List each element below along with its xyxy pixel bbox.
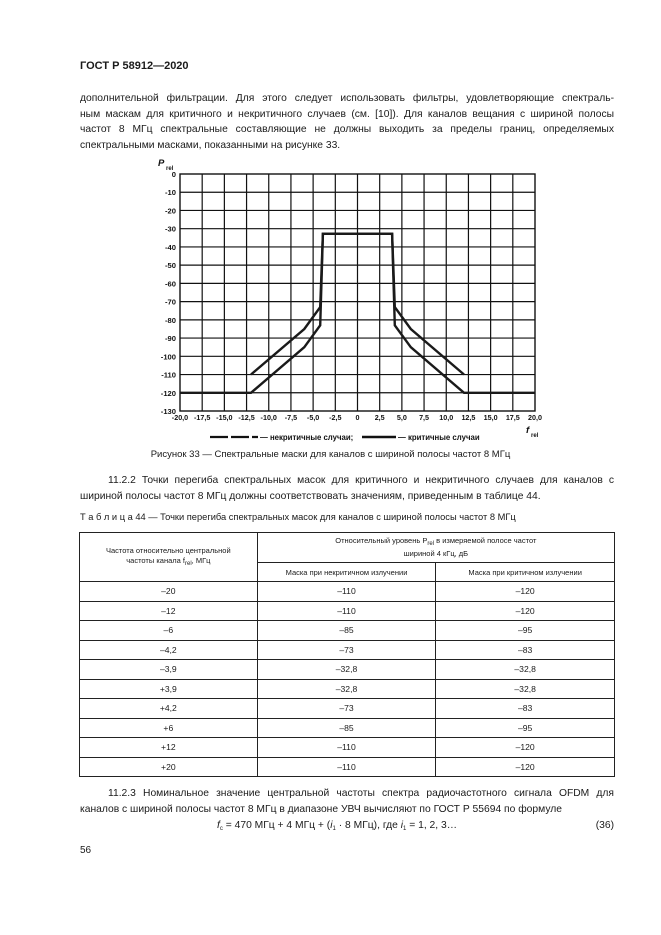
table-cell-critical: –120 (436, 582, 615, 602)
table-row (80, 679, 615, 699)
intro-paragraph (80, 91, 614, 153)
x-tick-label: -10,0 (260, 413, 277, 422)
x-tick-label: -7,5 (284, 413, 298, 422)
table-cell-noncritical: –85 (257, 621, 436, 641)
text-line: шириной полосы частот 8 МГц должны соответствовать значениям, приведенным в таблице 44. (80, 490, 541, 502)
x-tick-label: -20,0 (171, 413, 189, 422)
y-axis-label: P (158, 158, 165, 169)
document-header: ГОСТ Р 58912—2020 (80, 60, 189, 72)
table-44 (79, 532, 615, 777)
table-row (80, 621, 615, 641)
table-cell-critical: –83 (436, 640, 615, 660)
table-row (80, 640, 615, 660)
table-cell-freq: +6 (80, 718, 258, 738)
col-header-frequency: Частота относительно центральной частоты канала $f_{rel}$, МГц (80, 533, 258, 582)
spectral-mask-chart (150, 150, 550, 446)
y-tick-label: -10 (165, 188, 176, 198)
col-header-critical: Маска при критичном излучении (436, 563, 615, 582)
text-line: ным маскам для критичного и некритичного случаев (см. [10]). Для каналов вещания с шириной полосы (80, 108, 614, 120)
x-tick-label: 17,5 (505, 413, 520, 422)
table-row (80, 718, 615, 738)
x-tick-label: -2,5 (329, 413, 342, 422)
y-tick-label: -40 (165, 242, 176, 252)
x-tick-label: -5,0 (306, 413, 320, 422)
section-11-2-2 (80, 473, 614, 504)
table-row (80, 699, 615, 719)
x-tick-label: 12,5 (461, 413, 476, 422)
table-row (80, 582, 615, 602)
table-cell-freq: –3,9 (80, 660, 258, 680)
table-cell-freq: –4,2 (80, 640, 258, 660)
text-line: спектральными масками, показанными на рисунке 33. (80, 139, 341, 151)
table-cell-critical: –120 (436, 601, 615, 621)
x-tick-label: 15,0 (483, 413, 498, 422)
table-row (80, 601, 615, 621)
table-body (80, 582, 615, 777)
table-cell-noncritical: –85 (257, 718, 436, 738)
text-line: частот 8 МГц спектральные составляющие не должны выходить за пределы границ, определяемых (80, 124, 614, 135)
table-cell-freq: +20 (80, 757, 258, 777)
col-header-group-level: Относительный уровень $P_{rel}$ в измеряемой полосе частот шириной 4 кГц, дБ (257, 533, 614, 563)
x-tick-label: 0 (355, 413, 360, 422)
x-tick-label: 10,0 (439, 413, 454, 422)
y-tick-label: -100 (160, 352, 176, 362)
chart-grid (180, 174, 535, 411)
y-tick-label: -120 (160, 388, 176, 398)
y-tick-label: -30 (165, 224, 176, 234)
chart-labels (158, 158, 539, 439)
table-cell-freq: –6 (80, 621, 258, 641)
table-cell-critical: –95 (436, 718, 615, 738)
table-cell-critical: –32,8 (436, 679, 615, 699)
table-row (80, 660, 615, 680)
table-cell-critical: –95 (436, 621, 615, 641)
x-tick-label: 5,0 (396, 413, 407, 422)
legend-label-critical: — критичные случаи (398, 433, 480, 442)
x-axis-label-sub: rel (531, 433, 539, 439)
col-header-noncritical: Маска при некритичном излучении (257, 563, 436, 582)
formula-expression: $f_c = 470$ МГц + 4 МГц + ($i_1 \cdot 8$ МГц), где $i_1 = 1$, 2, 3… (217, 820, 458, 832)
section-11-2-3 (80, 786, 614, 817)
chart-ticks (161, 170, 542, 422)
x-tick-label: -15,0 (216, 413, 233, 422)
x-tick-label: 2,5 (374, 413, 385, 422)
y-tick-label: -80 (165, 315, 176, 325)
y-tick-label: -90 (165, 334, 176, 344)
table-cell-noncritical: –110 (257, 601, 436, 621)
x-tick-label: -12,5 (238, 413, 255, 422)
y-tick-label: 0 (171, 170, 176, 179)
table-cell-critical: –32,8 (436, 660, 615, 680)
table-cell-freq: +3,9 (80, 679, 258, 699)
table-cell-noncritical: –110 (257, 582, 436, 602)
text-line: 11.2.3 Номинальное значение центральной частоты спектра радиочастотного сигнала OFDM для (108, 788, 614, 799)
text-line: дополнительной фильтрации. Для этого следует использовать фильтры, удовлетворяющие спектраль- (80, 93, 614, 104)
y-axis-label-sub: rel (166, 166, 174, 172)
y-tick-label: -70 (165, 297, 176, 307)
legend-label-noncritical: — некритичные случаи; (260, 433, 354, 442)
table-caption: Т а б л и ц а 44 — Точки перегиба спектральных масок для каналов с шириной полосы частот 8 МГц (80, 512, 516, 522)
y-tick-label: -110 (161, 370, 176, 380)
table-cell-noncritical: –110 (257, 757, 436, 777)
table-cell-noncritical: –110 (257, 738, 436, 758)
table-cell-freq: –20 (80, 582, 258, 602)
table-cell-noncritical: –73 (257, 699, 436, 719)
text-line: каналов с шириной полосы частот 8 МГц в диапазоне УВЧ вычисляют по ГОСТ Р 55694 по формуле (80, 803, 562, 815)
y-tick-label: -60 (165, 279, 176, 289)
formula-number: (36) (595, 820, 614, 831)
table-row (80, 738, 615, 758)
table-cell-critical: –83 (436, 699, 615, 719)
y-tick-label: -20 (165, 206, 176, 216)
figure-caption: Рисунок 33 — Спектральные маски для каналов с шириной полосы частот 8 МГц (150, 449, 511, 460)
table-cell-critical: –120 (436, 757, 615, 777)
table-cell-critical: –120 (436, 738, 615, 758)
page-number: 56 (80, 845, 92, 856)
table-cell-noncritical: –73 (257, 640, 436, 660)
y-tick-label: -130 (160, 407, 176, 416)
chart-legend (210, 433, 480, 442)
y-tick-label: -50 (165, 261, 176, 271)
table-cell-freq: –12 (80, 601, 258, 621)
table-cell-noncritical: –32,8 (257, 660, 436, 680)
table-cell-freq: +4,2 (80, 699, 258, 719)
x-axis-label: f (526, 425, 530, 436)
text-line: 11.2.2 Точки перегиба спектральных масок для критичного и некритичного случаев для каналов с (108, 475, 614, 486)
table-row (80, 757, 615, 777)
x-tick-label: 7,5 (419, 413, 430, 422)
x-tick-label: 20,0 (528, 413, 542, 422)
table-cell-noncritical: –32,8 (257, 679, 436, 699)
table-cell-freq: +12 (80, 738, 258, 758)
x-tick-label: -17,5 (193, 413, 211, 422)
